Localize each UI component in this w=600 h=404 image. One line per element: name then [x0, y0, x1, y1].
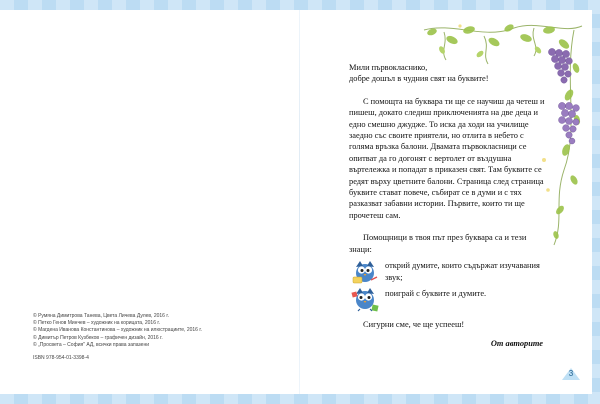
greeting-line-1: Мили първокласнико, [349, 63, 428, 72]
helper-item-play [349, 288, 545, 310]
helper-text-find-words: открий думите, които съдържат изучавания звук; [385, 261, 540, 282]
greeting-line-2: добре дошъл в чудния свят на буквите! [349, 74, 489, 84]
intro-paragraph: С помощта на буквара ти ще се научиш да четеш и пишеш, докато следиш приключенията на две деца и едно смешно джудже. То иска да ходи на училище заедно със своите приятели, но отлита в небето с голяма връзка балони. Двамата първокласници се опитват да го догонят с вертолет от въздушна въртележка и попадат в приказен свят. Там буквите се редят върху цветните балони. Страница след страница буквите стават повече, събират се в думи и с тях разказват забавни истории. Първите, които ти ще прочетеш сам. [349, 96, 545, 220]
helpers-intro: Помощници в твоя път през буквара са и тези знаци: [349, 233, 527, 254]
greeting [349, 62, 545, 85]
bottom-border [0, 394, 600, 404]
intro-letter [349, 62, 545, 350]
right-border [592, 0, 600, 404]
isbn: ISBN 978-954-01-3398-4 [33, 355, 89, 362]
copyright-credits [33, 313, 263, 362]
page-number-label: 3 [568, 369, 574, 378]
owl-mascot-playing-icon [351, 286, 379, 312]
helper-text-play: поиграй с буквите и думите. [385, 288, 487, 298]
right-page [300, 10, 592, 394]
helper-item-find-words [349, 260, 545, 283]
credit-line: © „Просвета – София" АД, всички права запазени [33, 341, 150, 348]
owl-mascot-reading-icon [351, 258, 379, 284]
credit-line: © Магдена Иванова Константинова – художник на илюстрациите, 2016 г. [33, 327, 202, 334]
left-page [0, 10, 299, 394]
signature: От авторите [490, 339, 543, 349]
credit-line: © Димитър Петров Кузбеков – графичен дизайн, 2016 г. [33, 334, 163, 341]
closing-line: Сигурни сме, че ще успееш! [363, 319, 465, 329]
credit-line: © Румяна Димитрова Танева, Цвета Личева Дулев, 2016 г. [33, 313, 169, 319]
top-border [0, 0, 600, 10]
credit-line: © Петко Генов Минчев – художник на корицата, 2016 г. [33, 320, 160, 327]
page-number [560, 366, 582, 382]
